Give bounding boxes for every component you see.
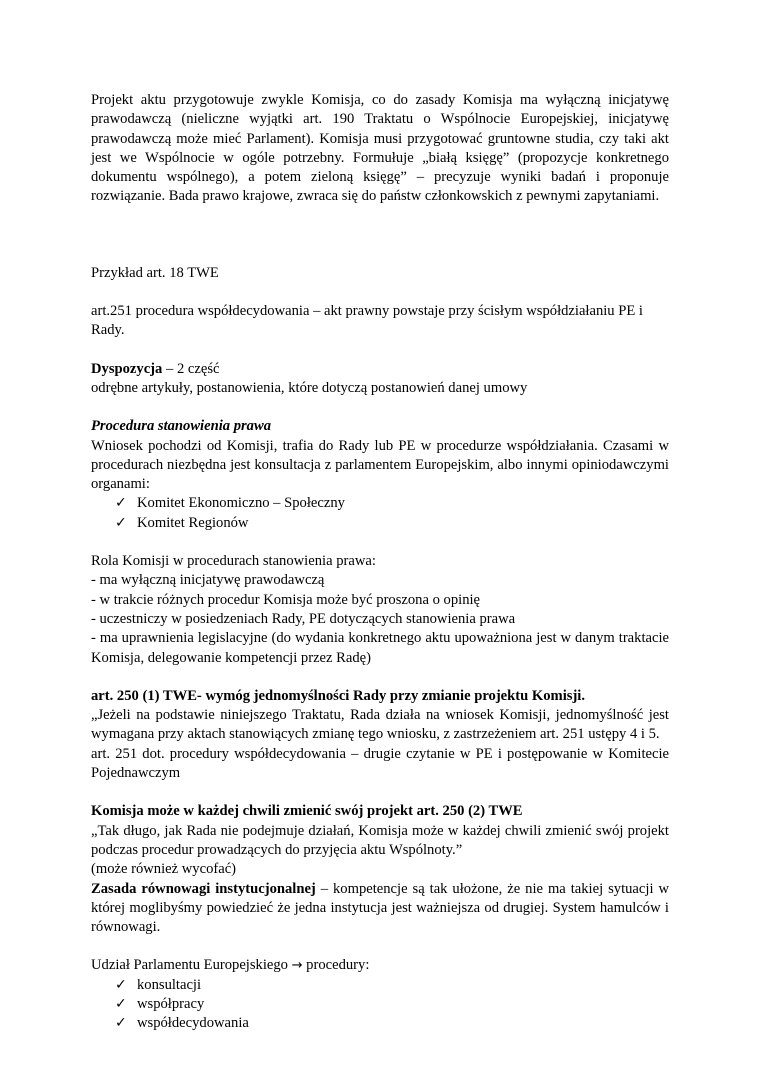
checkmark-icon: ✓ xyxy=(115,514,127,531)
checkmark-icon: ✓ xyxy=(115,1015,127,1032)
procedure-heading: Procedura stanowienia prawa xyxy=(91,418,272,435)
commission-change-note: (może również wycofać) xyxy=(91,861,237,878)
checkmark-icon: ✓ xyxy=(115,495,127,512)
art251-paragraph: art.251 procedura współdecydowania – akt prawny powstaje przy ścisłym współdziałaniu PE i Rady. xyxy=(91,303,643,339)
list-item xyxy=(115,995,669,1014)
list-item xyxy=(115,976,669,995)
institutional-balance-text: – kompetencje są tak ułożone, że nie ma takiej sytuacji w której moglibyśmy powiedzieć że jedna instytucja jest ważniejsza od drugiej. System hamulców i równowagi. xyxy=(91,880,669,936)
art250-quote: „Jeżeli na podstawie niniejszego Traktatu, Rada działa na wniosek Komisji, jednomyślność jest wymagana przy aktach stanowiących zmianę tego wniosku, z zastrzeżeniem art. 251 ustępy 4 i 5. xyxy=(91,707,669,743)
example-line: Przykład art. 18 TWE xyxy=(91,264,219,281)
dyspozycja-line xyxy=(91,360,669,379)
commission-role-intro: Rola Komisji w procedurach stanowienia prawa: xyxy=(91,553,376,570)
procedures-list xyxy=(91,976,669,1034)
checkmark-icon: ✓ xyxy=(115,995,127,1012)
list-item-label: konsultacji xyxy=(137,976,202,993)
commission-role-item: - ma uprawnienia legislacyjne (do wydania konkretnego aktu upoważniona jest w danym traktacie Komisja, delegowanie kompetencji przez Radę) xyxy=(91,630,669,666)
organs-list xyxy=(91,494,669,533)
document-body xyxy=(91,91,669,1034)
intro-paragraph: Projekt aktu przygotowuje zwykle Komisja, co do zasady Komisja ma wyłączną inicjatywę prawodawczą (nieliczne wyjątki art. 190 Traktatu o Wspólnocie Europejskiej, inicjatywę prawodawczą może mieć Parlament). Komisja musi przygotować gruntowne studia, czy taki akt jest we Wspólnocie w ogóle potrzebny. Formułuje „białą księgę” (propozycje konkretnego dokumentu wspólnego), a potem zieloną księgę” – precyzuje wyniki badań i proponuje rozwiązanie. Bada prawo krajowe, zwraca się do państw członkowskich z pewnymi zapytaniami. xyxy=(91,92,669,205)
list-item-label: Komitet Regionów xyxy=(137,514,249,531)
art250-heading: art. 250 (1) TWE- wymóg jednomyślności Rady przy zmianie projektu Komisji. xyxy=(91,687,586,704)
commission-change-quote: „Tak długo, jak Rada nie podejmuje działań, Komisja może w każdej chwili zmienić swój projekt podczas procedur prowadzących do przyjęcia aktu Wspólnoty.” xyxy=(91,822,669,858)
dyspozycja-rest: – 2 część xyxy=(162,360,220,377)
art251-note: art. 251 dot. procedury współdecydowania – drugie czytanie w PE i postępowanie w Komitecie Pojednawczym xyxy=(91,745,669,782)
institutional-balance-term: Zasada równowagi instytucjonalnej xyxy=(91,880,316,897)
checkmark-icon: ✓ xyxy=(115,976,127,993)
commission-role-item: - uczestniczy w posiedzeniach Rady, PE dotyczących stanowienia prawa xyxy=(91,610,516,627)
list-item-label: współpracy xyxy=(137,995,205,1012)
parliament-participation-label: Udział Parlamentu Europejskiego xyxy=(91,957,292,974)
dyspozycja-description: odrębne artykuły, postanowienia, które dotyczą postanowień danej umowy xyxy=(91,379,528,396)
parliament-participation-suffix: procedury: xyxy=(302,957,370,974)
commission-role-item: - ma wyłączną inicjatywę prawodawczą xyxy=(91,572,325,589)
commission-change-heading: Komisja może w każdej chwili zmienić swój projekt art. 250 (2) TWE xyxy=(91,803,523,820)
list-item-label: Komitet Ekonomiczno – Społeczny xyxy=(137,495,345,512)
list-item-label: współdecydowania xyxy=(137,1015,249,1032)
procedure-paragraph: Wniosek pochodzi od Komisji, trafia do Rady lub PE w procedurze współdziałania. Czasami w procedurach niezbędna jest konsultacja z parlamentem Europejskim, albo innymi opiniodawczymi organami: xyxy=(91,437,669,493)
arrow-right-icon: → xyxy=(291,958,303,974)
list-item xyxy=(115,494,669,513)
dyspozycja-term: Dyspozycja xyxy=(91,360,163,377)
parliament-participation-line xyxy=(91,956,669,975)
institutional-balance-paragraph xyxy=(91,880,669,938)
list-item xyxy=(115,1014,669,1033)
commission-role-item: - w trakcie różnych procedur Komisja może być proszona o opinię xyxy=(91,591,481,608)
list-item xyxy=(115,514,669,533)
